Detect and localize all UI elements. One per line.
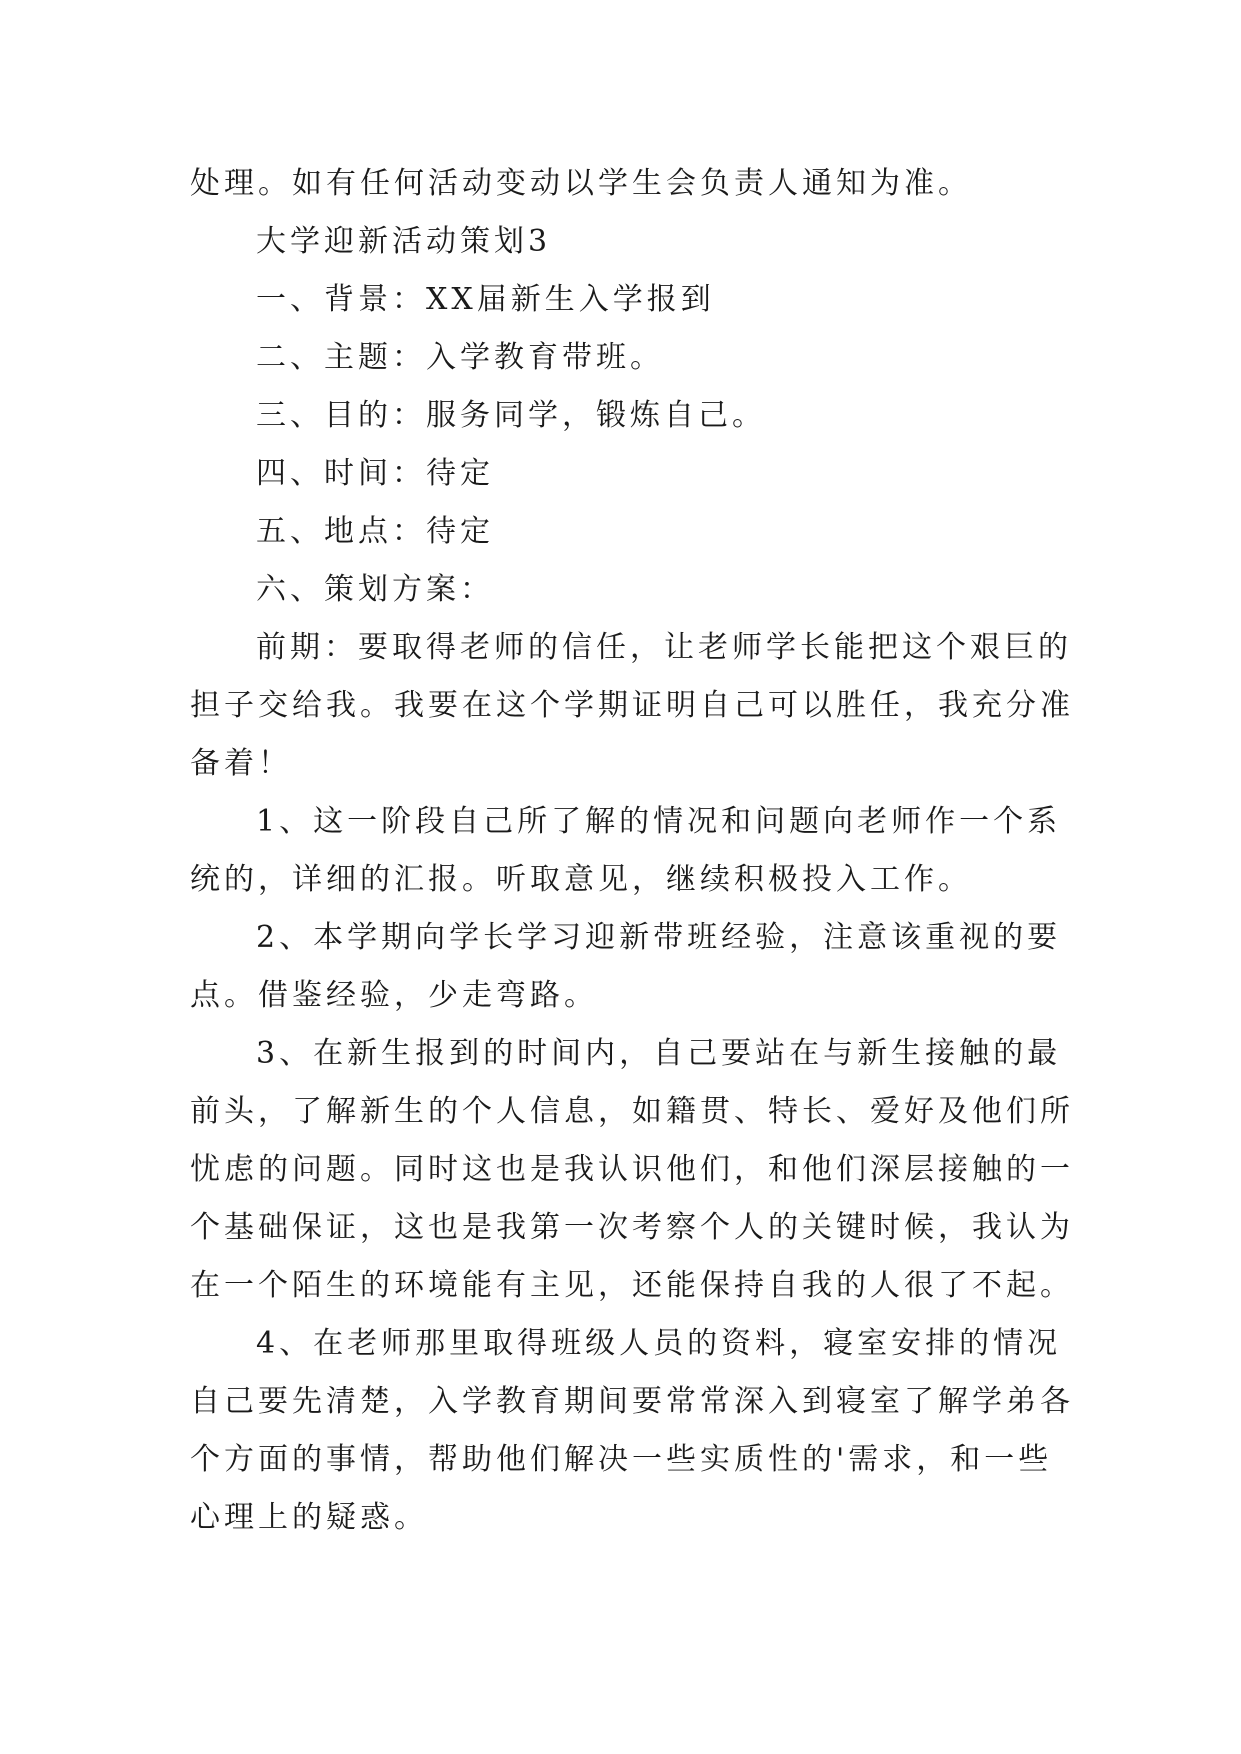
text-line: 个基础保证，这也是我第一次考察个人的关键时候，我认为 [190,1210,1074,1245]
text-line: 担子交给我。我要在这个学期证明自己可以胜任，我充分准 [190,688,1074,723]
text-line: 二、主题：入学教育带班。 [256,340,664,375]
section-title: 大学迎新活动策划3 [256,224,552,259]
text-line: 2、本学期向学长学习迎新带班经验，注意该重视的要 [256,920,1062,955]
text-line: 备着！ [190,746,292,781]
text-line: 心理上的疑惑。 [190,1500,428,1535]
text-line: 点。借鉴经验，少走弯路。 [190,978,598,1013]
text-line: 四、时间：待定 [256,456,494,491]
text-line: 4、在老师那里取得班级人员的资料，寝室安排的情况 [256,1326,1062,1361]
text-line: 处理。如有任何活动变动以学生会负责人通知为准。 [190,166,972,201]
text-line: 三、目的：服务同学，锻炼自己。 [256,398,766,433]
text-line: 前头，了解新生的个人信息，如籍贯、特长、爱好及他们所 [190,1094,1074,1129]
text-line: 一、背景：XX届新生入学报到 [256,282,715,317]
text-line: 1、这一阶段自己所了解的情况和问题向老师作一个系 [256,804,1062,839]
text-line: 六、策划方案： [256,572,494,607]
text-line: 3、在新生报到的时间内，自己要站在与新生接触的最 [256,1036,1062,1071]
text-line: 自己要先清楚，入学教育期间要常常深入到寝室了解学弟各 [190,1384,1074,1419]
text-line: 统的，详细的汇报。听取意见，继续积极投入工作。 [190,862,972,897]
text-line: 在一个陌生的环境能有主见，还能保持自我的人很了不起。 [190,1268,1074,1303]
text-line: 忧虑的问题。同时这也是我认识他们，和他们深层接触的一 [190,1152,1074,1187]
text-line: 前期：要取得老师的信任，让老师学长能把这个艰巨的 [256,630,1072,665]
text-line: 五、地点：待定 [256,514,494,549]
document-body [190,155,1074,1547]
text-line: 个方面的事情，帮助他们解决一些实质性的'需求，和一些 [190,1442,1053,1477]
